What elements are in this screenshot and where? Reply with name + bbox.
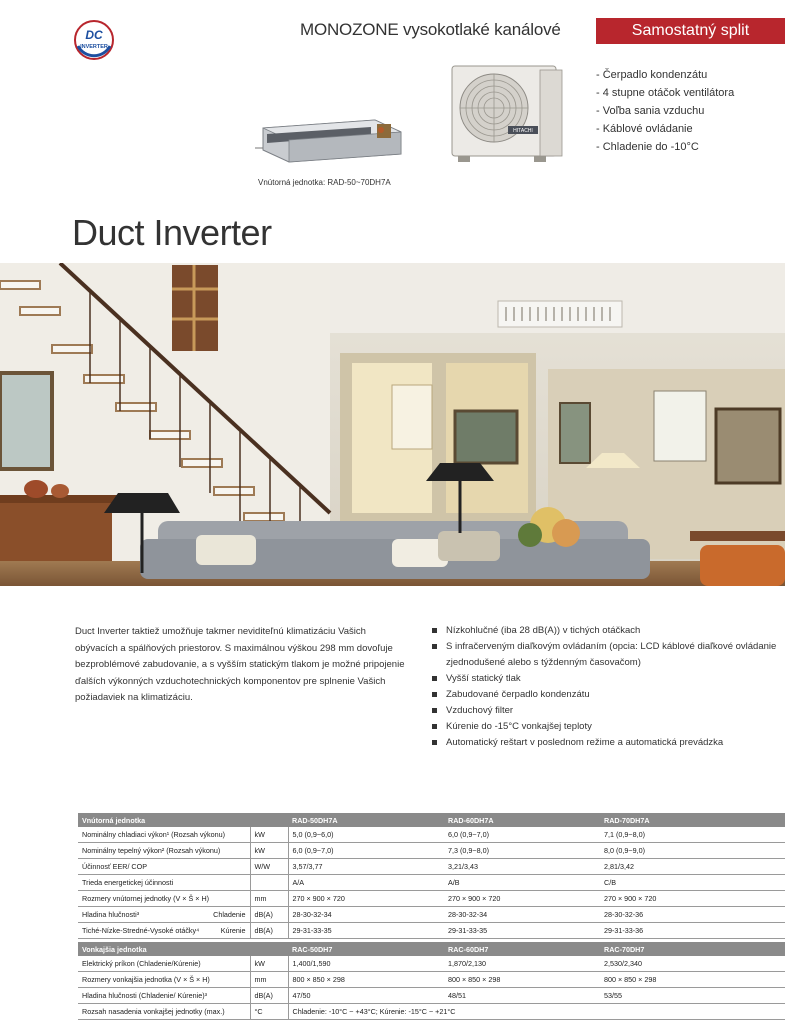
description-text: Duct Inverter taktiež umožňuje takmer neviditeľnú klimatizáciu Vašich obývacích a spálňových priestorov. S maximálnou výškou 298 mm dovoľuje bezproblémové zabudovanie, a s vyšším statickým tlakom je možné pripojenie ďalších výkonných vzduchotechnických komponentov pre splnenie Vašich požiadaviek na klimatizáciu. [75, 626, 405, 703]
table-cell: 270 × 900 × 720 [288, 891, 444, 907]
row-label: Hladina hlučnosti (Chladenie/ Kúrenie)³ [78, 988, 250, 1004]
table-cell: 28-30-32-36 [600, 907, 785, 923]
table-header-cell: RAC-60DH7 [444, 942, 600, 956]
category-badge: Samostatný split [596, 18, 785, 44]
outdoor-brand-label: HITACHI [513, 128, 533, 134]
table-header-cell [250, 813, 288, 827]
row-label [78, 923, 250, 939]
row-label-sub: Kúrenie [220, 926, 246, 935]
indoor-unit-image [255, 110, 405, 170]
feature-item: - Čerpadlo kondenzátu [596, 69, 708, 81]
table-cell: Chladenie: -10°C ~ +43°C; Kúrenie: -15°C ~ +21°C [288, 1004, 785, 1020]
table-cell: 1,400/1,590 [288, 956, 444, 972]
table-cell: 2,81/3,42 [600, 859, 785, 875]
table-cell: 28-30-32-34 [288, 907, 444, 923]
row-unit: °C [250, 1004, 288, 1020]
table-header-cell: RAC-50DH7 [288, 942, 444, 956]
table-row [78, 859, 785, 875]
table-cell: A/A [288, 875, 444, 891]
row-unit: kW [250, 956, 288, 972]
feature-list-top [596, 66, 734, 156]
row-unit: kW [250, 843, 288, 859]
unit-caption: Vnútorná jednotka: RAD-50~70DH7A [258, 178, 391, 187]
bullet-item: S infračerveným diaľkovým ovládaním (opcia: LCD káblové diaľkové ovládanie zjednodušené alebo s týždenným časovačom) [430, 639, 780, 671]
table-cell: 5,0 (0,9~6,0) [288, 827, 444, 843]
bullet-item: Nízkohlučné (iba 28 dB(A)) v tichých otáčkach [430, 623, 780, 639]
row-label-main: Hladina hlučnosti³ [82, 910, 140, 919]
row-unit: dB(A) [250, 923, 288, 939]
row-label: Elektrický príkon (Chladenie/Kúrenie) [78, 956, 250, 972]
table-header-cell: RAD-70DH7A [600, 813, 785, 827]
table-cell: 29-31-33-35 [288, 923, 444, 939]
row-label: Rozmery vonkajšia jednotka (V × Š × H) [78, 972, 250, 988]
row-label-sub: Chladenie [213, 910, 246, 919]
bullet-item: Automatický reštart v poslednom režime a automatická prevádzka [430, 735, 780, 751]
table-row [78, 1004, 785, 1020]
table-row [78, 875, 785, 891]
table-cell: A/B [444, 875, 600, 891]
bullet-item: Vyšší statický tlak [430, 671, 780, 687]
row-unit: dB(A) [250, 988, 288, 1004]
table-cell: 6,0 (0,9~7,0) [444, 827, 600, 843]
row-unit: W/W [250, 859, 288, 875]
table-cell: 48/51 [444, 988, 600, 1004]
row-unit [250, 875, 288, 891]
feature-bullet-list [430, 623, 780, 751]
table-cell: 7,3 (0,9~8,0) [444, 843, 600, 859]
row-label [78, 907, 250, 923]
table-row [78, 843, 785, 859]
row-label: Rozsah nasadenia vonkajšej jednotky (max.) [78, 1004, 250, 1020]
logo-text-bottom: INVERTER [80, 44, 108, 50]
outdoor-unit-image [448, 62, 566, 164]
main-title: Duct Inverter [72, 212, 272, 253]
feature-item: - Chladenie do -10°C [596, 141, 699, 153]
table-cell: 47/50 [288, 988, 444, 1004]
table-row [78, 988, 785, 1004]
outdoor-spec-table [78, 942, 785, 1020]
table-cell: 3,57/3,77 [288, 859, 444, 875]
table-cell: 800 × 850 × 298 [288, 972, 444, 988]
table-cell: 7,1 (0,9~8,0) [600, 827, 785, 843]
bullet-item: Vzduchový filter [430, 703, 780, 719]
table-cell: 800 × 850 × 298 [444, 972, 600, 988]
table-header-cell: RAD-50DH7A [288, 813, 444, 827]
table-header-row [78, 813, 785, 827]
table-cell: 270 × 900 × 720 [444, 891, 600, 907]
table-cell: C/B [600, 875, 785, 891]
table-cell: 1,870/2,130 [444, 956, 600, 972]
table-row [78, 923, 785, 939]
table-header-cell: Vnútorná jednotka [78, 813, 250, 827]
table-cell: 28-30-32-34 [444, 907, 600, 923]
row-label: Nominálny chladiaci výkon¹ (Rozsah výkonu) [78, 827, 250, 843]
row-label: Účinnosť EER/ COP [78, 859, 250, 875]
row-unit: kW [250, 827, 288, 843]
bullet-item: Kúrenie do -15°C vonkajšej teploty [430, 719, 780, 735]
logo-text-top: DC [85, 28, 103, 42]
table-header-cell [250, 942, 288, 956]
bullet-item: Zabudované čerpadlo kondenzátu [430, 687, 780, 703]
table-header-cell: RAD-60DH7A [444, 813, 600, 827]
table-header-row [78, 942, 785, 956]
table-row [78, 972, 785, 988]
row-unit: dB(A) [250, 907, 288, 923]
table-cell: 2,530/2,340 [600, 956, 785, 972]
table-cell: 29-31-33-36 [600, 923, 785, 939]
table-header-cell: Vonkajšia jednotka [78, 942, 250, 956]
feature-item: - 4 stupne otáčok ventilátora [596, 87, 735, 99]
table-row [78, 891, 785, 907]
row-label: Nominálny tepelný výkon² (Rozsah výkonu) [78, 843, 250, 859]
feature-item: - Voľba sania vzduchu [596, 105, 705, 117]
table-row [78, 956, 785, 972]
table-cell: 270 × 900 × 720 [600, 891, 785, 907]
table-cell: 29-31-33-35 [444, 923, 600, 939]
table-cell: 800 × 850 × 298 [600, 972, 785, 988]
row-label-main: Tiché-Nízke-Stredné-Vysoké otáčky⁴ [82, 926, 200, 935]
feature-item: - Káblové ovládanie [596, 123, 693, 135]
dc-inverter-logo [72, 18, 116, 62]
table-cell: 6,0 (0,9~7,0) [288, 843, 444, 859]
row-label: Rozmery vnútornej jednotky (V × Š × H) [78, 891, 250, 907]
table-header-cell: RAC-70DH7 [600, 942, 785, 956]
table-row [78, 907, 785, 923]
indoor-spec-table [78, 813, 785, 939]
table-cell: 3,21/3,43 [444, 859, 600, 875]
row-label: Trieda energetickej účinnosti [78, 875, 250, 891]
row-unit: mm [250, 972, 288, 988]
table-row [78, 827, 785, 843]
table-cell: 53/55 [600, 988, 785, 1004]
header-title: MONOZONE vysokotlaké kanálové [300, 20, 561, 39]
interior-photo [0, 263, 785, 586]
row-unit: mm [250, 891, 288, 907]
table-cell: 8,0 (0,9~9,0) [600, 843, 785, 859]
